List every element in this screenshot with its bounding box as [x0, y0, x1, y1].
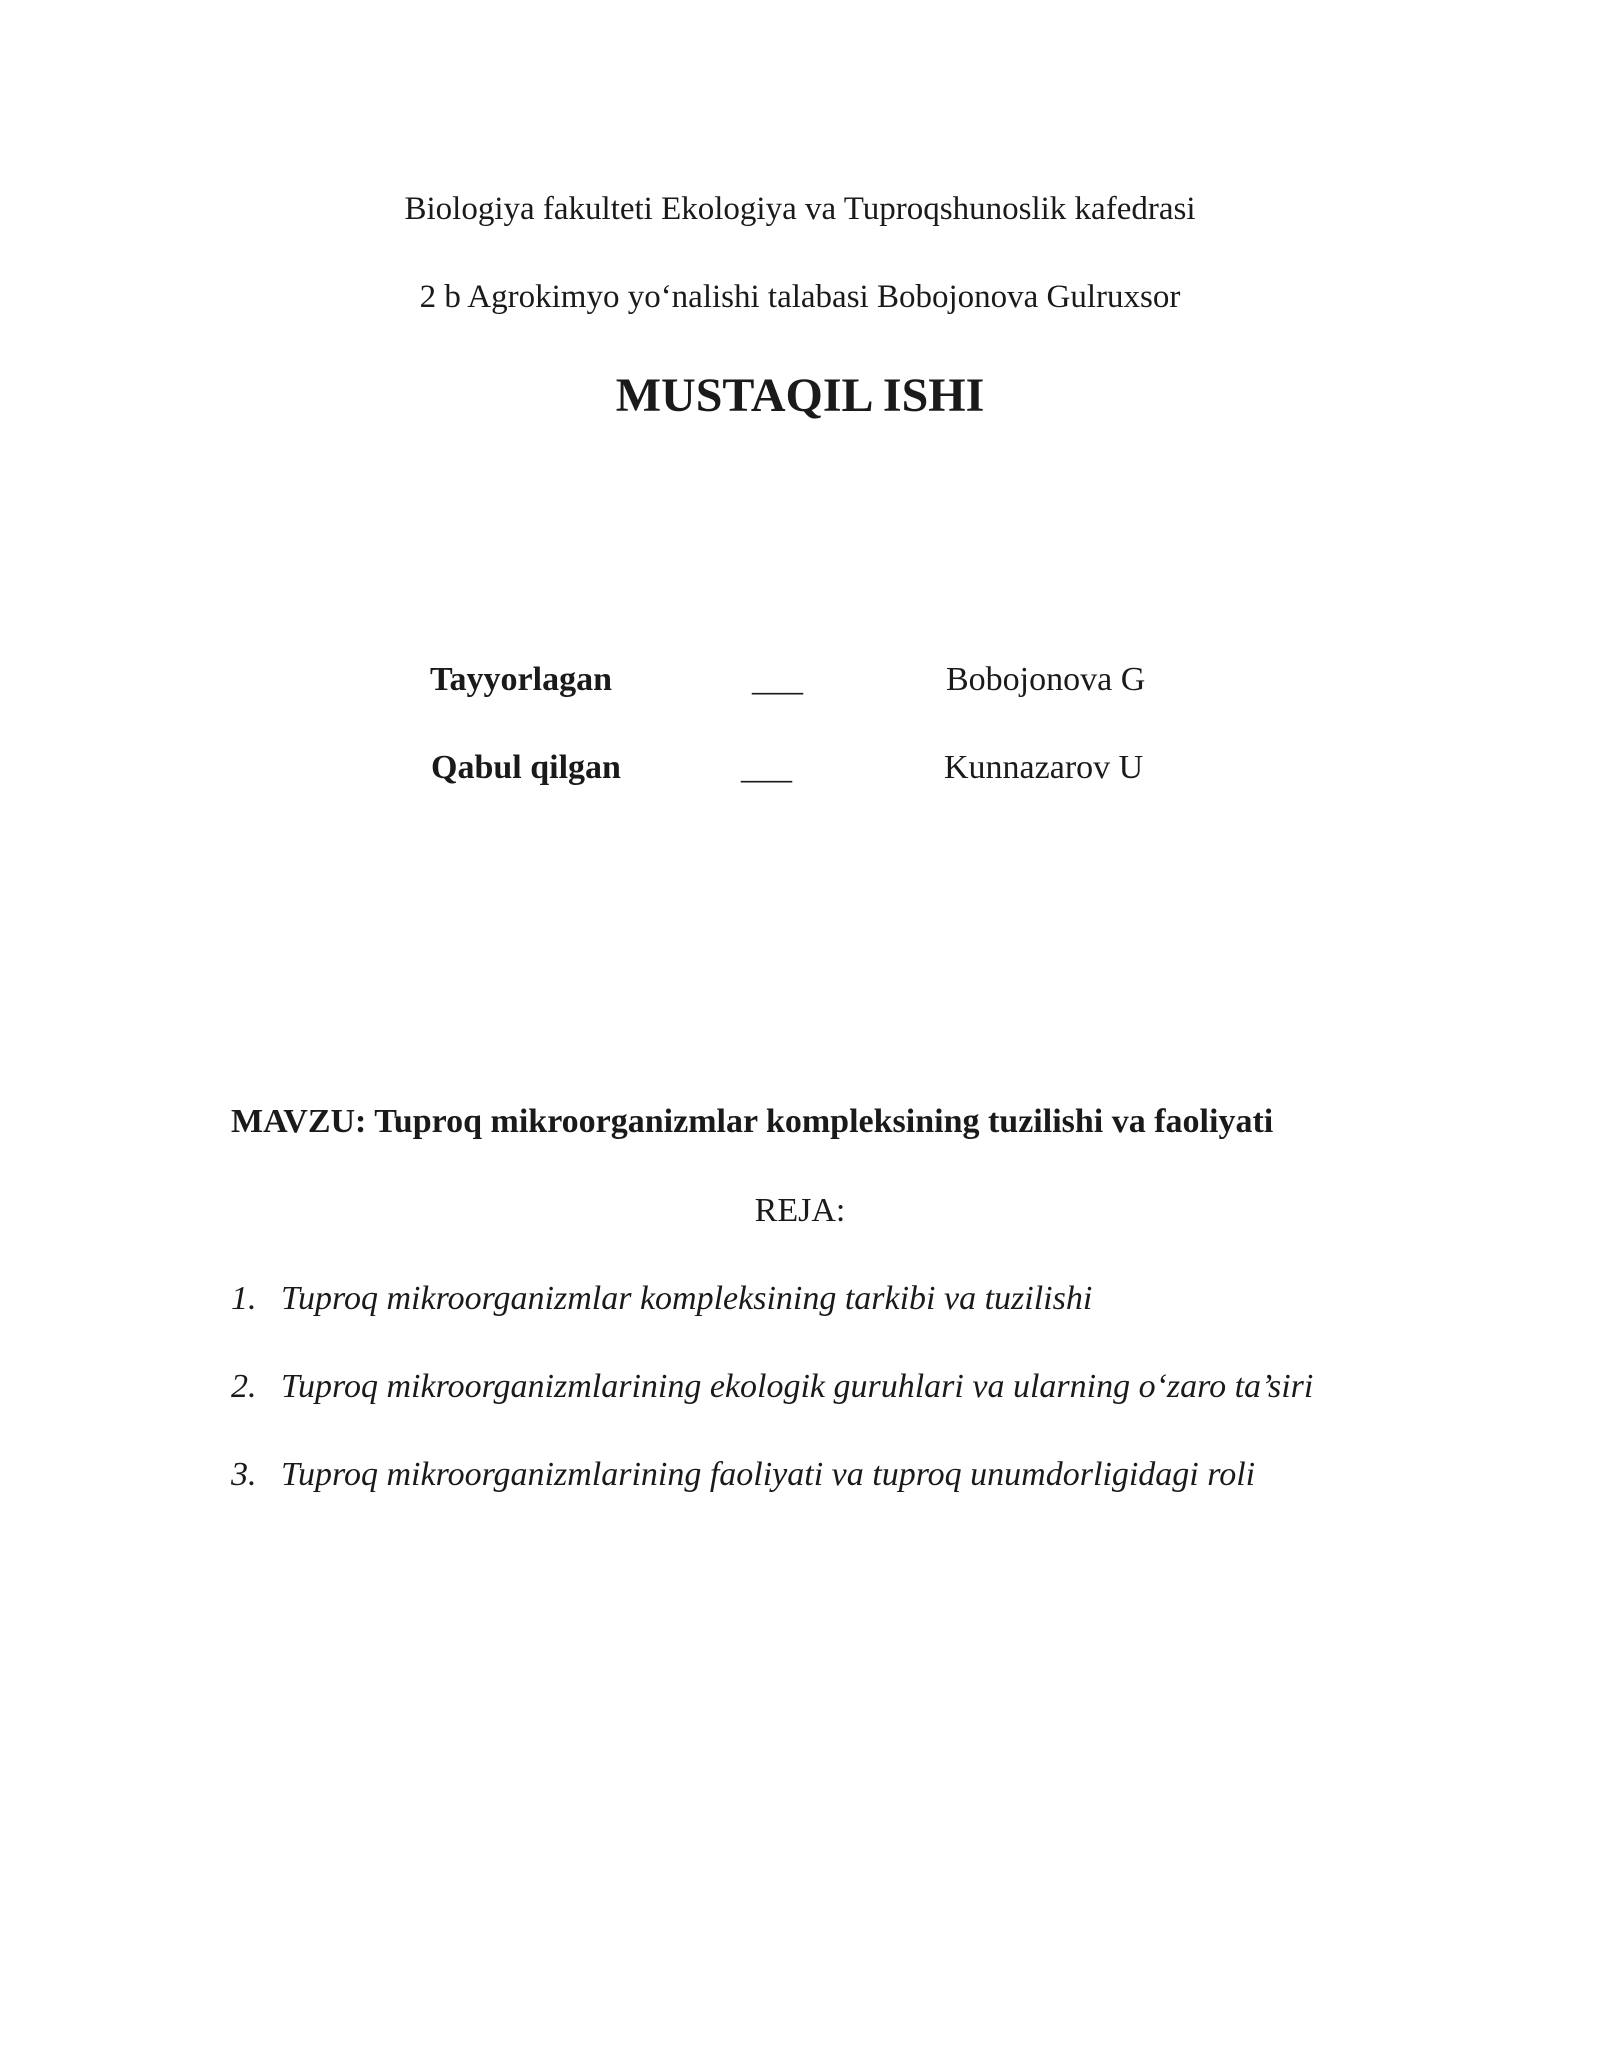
- plan-item-number: 2.: [231, 1368, 257, 1405]
- plan-item-text: Tuproq mikroorganizmlarining ekologik guruhlari va ularning o‘zaro ta’siri: [281, 1368, 1314, 1405]
- document-title: MUSTAQIL ISHI: [615, 369, 985, 422]
- accepted-by-label: Qabul qilgan: [431, 749, 621, 786]
- accepted-by-signature-blank: ___: [741, 749, 792, 786]
- student-line: 2 b Agrokimyo yo‘nalishi talabasi Bobojonova Gulruxsor: [419, 279, 1181, 315]
- plan-item-text: Tuproq mikroorganizmlar kompleksining tarkibi va tuzilishi: [281, 1280, 1093, 1317]
- plan-item-text: Tuproq mikroorganizmlarining faoliyati va tuproq unumdorligidagi roli: [281, 1456, 1256, 1493]
- faculty-line: Biologiya fakulteti Ekologiya va Tuproqshunoslik kafedrasi: [404, 191, 1196, 227]
- plan-item-number: 3.: [231, 1456, 257, 1493]
- plan-list: [231, 1282, 1313, 1546]
- topic-heading: MAVZU: Tuproq mikroorganizmlar kompleksining tuzilishi va faoliyati: [231, 1103, 1274, 1140]
- plan-title: REJA:: [754, 1192, 846, 1229]
- plan-item-number: 1.: [231, 1280, 257, 1317]
- plan-item: [231, 1282, 1313, 1370]
- prepared-by-name: Bobojonova G: [946, 661, 1146, 698]
- prepared-by-label: Tayyorlagan: [430, 661, 613, 698]
- plan-item: [231, 1458, 1313, 1546]
- plan-item: [231, 1370, 1313, 1458]
- accepted-by-name: Kunnazarov U: [944, 749, 1144, 786]
- prepared-by-signature-blank: ___: [752, 661, 803, 698]
